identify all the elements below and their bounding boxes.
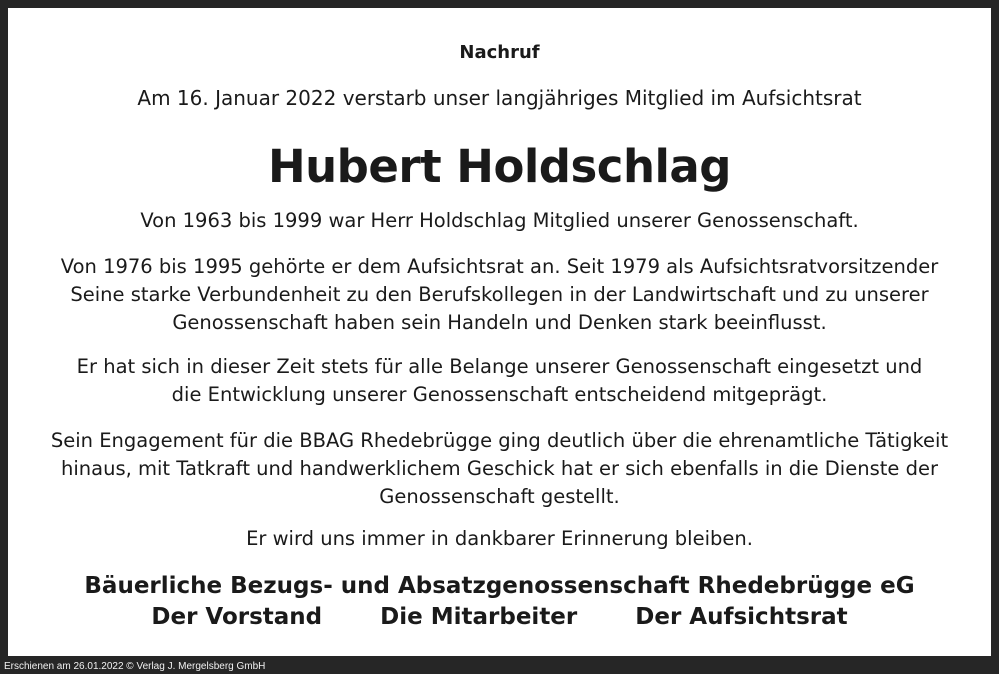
paragraph-engagement bbox=[8, 427, 991, 511]
paragraph-line: Von 1976 bis 1995 gehörte er dem Aufsichtsrat an. Seit 1979 als Aufsichtsratvorsitzender bbox=[60, 255, 939, 278]
paragraph-membership bbox=[8, 207, 991, 235]
paragraph-line: Er wird uns immer in dankbarer Erinnerung bleiben. bbox=[246, 527, 753, 550]
paragraph-line: Sein Engagement für die BBAG Rhedebrügge ging deutlich über die ehrenamtliche Tätigkeit bbox=[50, 429, 949, 452]
notice-intro: Am 16. Januar 2022 verstarb unser langjähriges Mitglied im Aufsichtsrat bbox=[137, 86, 862, 110]
paragraph-remembrance bbox=[8, 525, 991, 553]
paragraph-line: die Entwicklung unserer Genossenschaft entscheidend mitgeprägt. bbox=[171, 383, 828, 406]
paragraph-line: Seine starke Verbundenheit zu den Berufskollegen in der Landwirtschaft und zu unserer bbox=[70, 283, 929, 306]
notice-heading: Nachruf bbox=[459, 42, 540, 63]
signer-staff: Die Mitarbeiter bbox=[380, 604, 578, 630]
signer-supervisory-board: Der Aufsichtsrat bbox=[635, 604, 848, 630]
paragraph-line: Genossenschaft haben sein Handeln und Denken stark beeinflusst. bbox=[172, 311, 827, 334]
paragraph-line: Von 1963 bis 1999 war Herr Holdschlag Mitglied unserer Genossenschaft. bbox=[140, 209, 859, 232]
signer-board: Der Vorstand bbox=[151, 604, 323, 630]
paragraph-line: hinaus, mit Tatkraft und handwerklichem Geschick hat er sich ebenfalls in die Dienste der bbox=[61, 457, 938, 480]
organization-name: Bäuerliche Bezugs- und Absatzgenossenschaft Rhedebrügge eG bbox=[84, 573, 915, 599]
obituary-notice bbox=[8, 8, 991, 656]
deceased-name: Hubert Holdschlag bbox=[267, 140, 731, 193]
paragraph-line: Genossenschaft gestellt. bbox=[379, 485, 620, 508]
paragraph-supervisory-board bbox=[8, 253, 991, 337]
paragraph-line: Er hat sich in dieser Zeit stets für alle Belange unserer Genossenschaft eingesetzt und bbox=[76, 355, 923, 378]
publication-footer: Erschienen am 26.01.2022 © Verlag J. Mergelsberg GmbH bbox=[4, 661, 266, 672]
signers-row bbox=[8, 604, 991, 630]
paragraph-commitment bbox=[8, 353, 991, 409]
